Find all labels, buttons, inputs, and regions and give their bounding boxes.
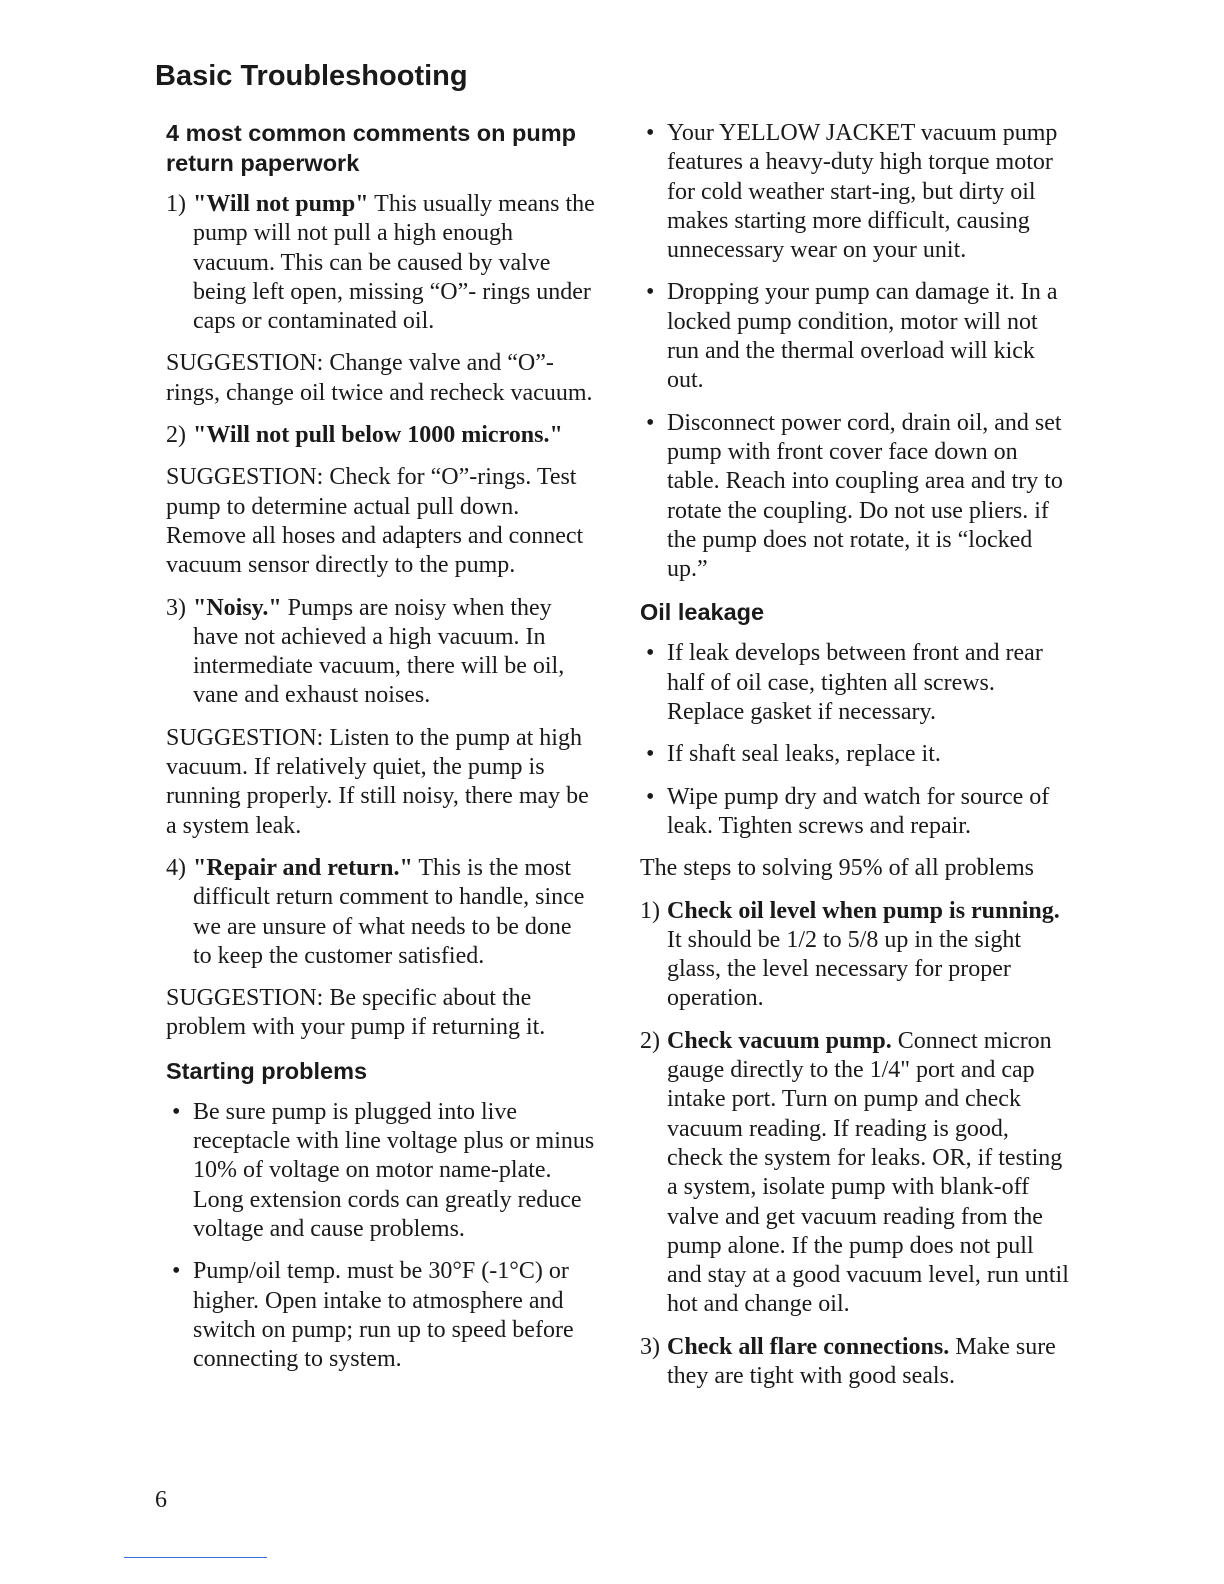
step-number: 2) [640,1027,660,1054]
bullet-item [640,783,1070,842]
step-body [667,1027,1070,1320]
step-item-3 [640,1333,1070,1392]
step-text: Make sure they are tight with good seals. [667,1333,1056,1389]
section-heading-starting-problems: Starting problems [166,1057,368,1084]
item-text: This usually means the pump will not pull a high enough vacuum. This can be caused by valve being left open, missing “O”- rings under caps or contaminated oil. [193,191,595,335]
item-number: 4) [166,854,186,881]
section-heading-common-comments: 4 most common comments on pump return paperwork [166,120,576,176]
bullet-glyph: • [646,279,655,306]
steps-intro: The steps to solving 95% of all problems [640,855,1034,882]
bullet-item [166,1257,596,1374]
step-number: 3) [640,1333,660,1360]
item-body [193,421,596,450]
comment-item-2 [166,421,596,450]
bullet-text: Dropping your pump can damage it. In a locked pump condition, motor will not run and the thermal overload will kick out. [667,279,1058,394]
suggestion-2: SUGGESTION: Check for “O”-rings. Test pump to determine actual pull down. Remove all hoses and adapters and connect vacuum sensor directly to the pump. [166,464,584,579]
step-bold-label: Check vacuum pump. [667,1027,892,1054]
step-body [667,1333,1070,1392]
footer-rule [124,1557,267,1558]
bullet-glyph: • [172,1098,181,1125]
step-number: 1) [640,897,660,924]
bullet-glyph: • [646,120,655,146]
item-bold-label: "Noisy." [193,594,282,621]
bullet-item [640,740,1070,769]
item-body [193,854,596,971]
section-heading-oil-leakage: Oil leakage [640,599,765,626]
item-number: 1) [166,191,186,217]
step-item-2 [640,1027,1070,1320]
bullet-item [640,278,1070,395]
step-bold-label: Check oil level when pump is running. [667,897,1060,924]
bullet-glyph: • [646,741,655,768]
bullet-text: Your YELLOW JACKET vacuum pump features a heavy-duty high torque motor for cold weather start-ing, but dirty oil makes starting more difficult, causing unnecessary wear on your unit. [667,120,1058,264]
step-item-1 [640,897,1070,1014]
item-body [193,190,596,336]
comment-item-3 [166,594,596,711]
item-text: Pumps are noisy when they have not achieved a high vacuum. In intermediate vacuum, there will be oil, vane and exhaust noises. [193,594,565,709]
step-text: It should be 1/2 to 5/8 up in the sight glass, the level necessary for proper operation. [667,926,1021,1012]
suggestion-1: SUGGESTION: Change valve and “O”-rings, change oil twice and recheck vacuum. [166,350,593,406]
item-bold-label: "Will not pull below 1000 microns." [193,422,563,449]
step-text: Connect micron gauge directly to the 1/4" port and cap intake port. Turn on pump and check vacuum reading. If reading is good, check the system for leaks. OR, if testing a system, isolate pump with blank-off valve and get vacuum reading from the pump alone. If the pump does not pull and stay at a good vacuum level, run until hot and change oil. [667,1027,1069,1318]
item-bold-label: "Repair and return." [193,854,413,881]
bullet-glyph: • [646,783,655,810]
item-body [193,594,596,711]
bullet-text: If leak develops between front and rear half of oil case, tighten all screws. Replace gasket if necessary. [667,640,1043,726]
bullet-glyph: • [172,1258,181,1285]
bullet-text: Pump/oil temp. must be 30°F (-1°C) or higher. Open intake to atmosphere and switch on pump; run up to speed before connecting to system. [193,1258,574,1373]
left-column [166,118,596,1387]
bullet-item [640,119,1070,265]
item-bold-label: "Will not pump" [193,191,369,217]
suggestion-3: SUGGESTION: Listen to the pump at high vacuum. If relatively quiet, the pump is running properly. If still noisy, there may be a system leak. [166,724,589,839]
bullet-glyph: • [646,409,655,436]
item-number: 3) [166,594,186,621]
step-bold-label: Check all flare connections. [667,1333,950,1360]
comment-item-1 [166,190,596,336]
suggestion-4: SUGGESTION: Be specific about the problem with your pump if returning it. [166,985,546,1041]
item-text: This is the most difficult return comment to handle, since we are unsure of what needs to be done to keep the customer satisfied. [193,854,585,969]
bullet-text: Be sure pump is plugged into live receptacle with line voltage plus or minus 10% of voltage on motor name-plate. Long extension cords can greatly reduce voltage and cause problems. [193,1098,595,1242]
page-number: 6 [155,1487,167,1513]
bullet-item [166,1098,596,1244]
item-number: 2) [166,422,186,449]
comment-item-4 [166,854,596,971]
bullet-text: If shaft seal leaks, replace it. [667,741,941,768]
right-column [640,119,1070,1404]
bullet-item [640,639,1070,727]
step-body [667,897,1070,1014]
bullet-text: Wipe pump dry and watch for source of leak. Tighten screws and repair. [667,783,1050,839]
bullet-item [640,409,1070,585]
bullet-text: Disconnect power cord, drain oil, and set pump with front cover face down on table. Reach into coupling area and try to rotate the coupling. Do not use pliers. if the pump does not rotate, it is “locked up.” [667,409,1063,583]
page-title: Basic Troubleshooting [155,60,468,92]
bullet-glyph: • [646,640,655,667]
